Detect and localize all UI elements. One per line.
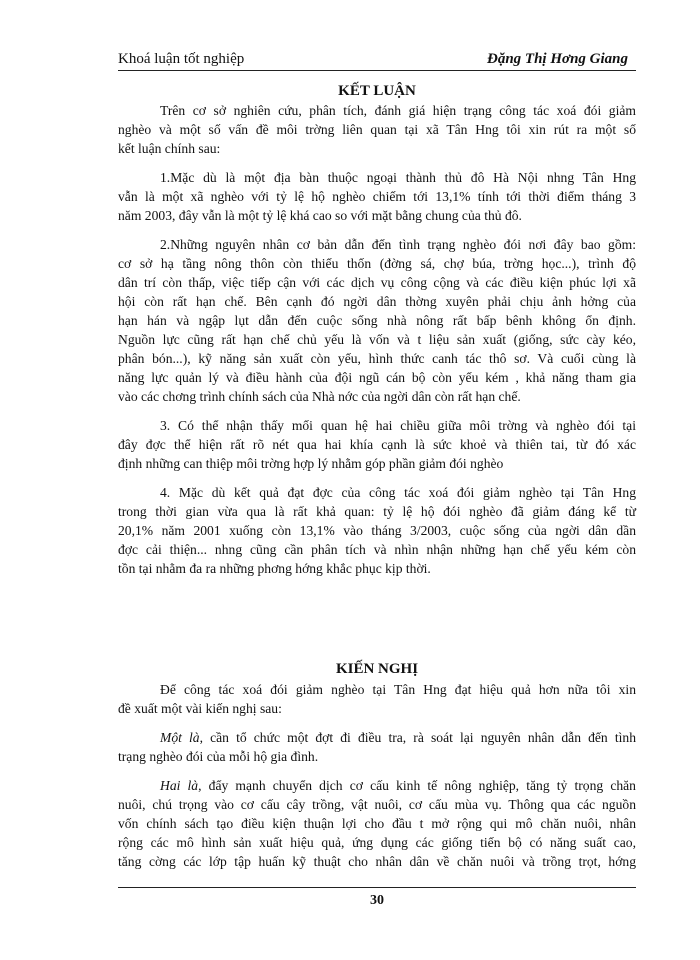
line-text: rộng các mô hình sản xuất hiệu quả, ứng dụng các giống tiến bộ có năng suất cao, [118, 835, 636, 850]
line-text: kết luận chính sau: [118, 141, 221, 156]
text-line [118, 206, 636, 225]
text-line [118, 273, 636, 292]
text-line [118, 833, 636, 852]
text-line [118, 101, 636, 120]
text-line [118, 559, 636, 578]
text-line [118, 699, 636, 718]
line-text: đây đợc thể hiện rất rõ nét qua hai khía cạnh là sức khoẻ và thiên tai, từ đó xác [118, 437, 636, 452]
line-text: trong thời gian vừa qua là rất khả quan: tỷ lệ hộ đói nghèo đã giảm đáng kể từ [118, 504, 636, 519]
text-line [118, 416, 636, 435]
line-text: vào các chơng trình chính sách của Nhà nớc của ngời dân còn rất hạn chế. [118, 389, 521, 404]
line-text: vốn chính sách tạo điều kiện thuận lợi cho đầu t mở rộng qui mô chăn nuôi, nhân [118, 816, 636, 831]
line-text: nuôi, chú trọng vào cơ cấu cây trồng, vật nuôi, cơ cấu mùa vụ. Thông qua các nguồn [118, 797, 636, 812]
text-line [118, 521, 636, 540]
text-line [118, 168, 636, 187]
text-line [118, 368, 636, 387]
text-line [118, 387, 636, 406]
text-line [118, 311, 636, 330]
section-title-conclusion: KẾT LUẬN [338, 83, 416, 99]
line-text: Nguồn lực cũng rất hạn chế chủ yếu là vốn và t liệu sản xuất (giống, sức cày kéo, [118, 332, 636, 347]
line-text: đề xuất một vài kiến nghị sau: [118, 701, 282, 716]
paragraph [118, 101, 636, 158]
header-thesis-label: Khoá luận tốt nghiệp [118, 51, 245, 67]
paragraph-lead: Hai là [160, 778, 199, 793]
text-line [118, 235, 636, 254]
line-text: 20,1% năm 2001 xuống còn 13,1% vào tháng 3/2003, cuộc sống của ngời dân dần [118, 523, 636, 538]
running-header [118, 48, 636, 71]
line-text: , đẩy mạnh chuyển dịch cơ cấu kinh tế nông nghiệp, tăng tỷ trọng chăn [198, 778, 636, 793]
line-text: tăng cờng các lớp tập huấn kỹ thuật cho nhân dân về chăn nuôi và trồng trọt, hớng [118, 854, 636, 869]
text-line [118, 120, 636, 139]
text-line [118, 454, 636, 473]
text-line [118, 254, 636, 273]
recommendations-body [118, 680, 636, 881]
paragraph-lead: Một là [160, 730, 200, 745]
line-text: năng lực quản lý và điều hành của đội ngũ cán bộ còn yếu kém , khả năng tham gia [118, 370, 636, 385]
line-text: vẫn là một xã nghèo với tỷ lệ hộ nghèo chiếm tới 13,1% tính tới thời điểm tháng 3 [118, 189, 636, 204]
paragraph [118, 168, 636, 225]
line-text: đợc cải thiện... nhng cũng cần phân tích và nhìn nhận những hạn chế yếu kém còn [118, 542, 636, 557]
text-line [118, 776, 636, 795]
paragraph [118, 728, 636, 766]
line-text: hạn hán và ngập lụt dẫn đến cuộc sống nhà nông rất bấp bênh không ổn định. [118, 313, 636, 328]
text-line [118, 852, 636, 871]
text-line [118, 349, 636, 368]
text-line [118, 483, 636, 502]
line-text: hội còn rất hạn chế. Bên cạnh đó ngời dân thờng xuyên phải chịu ảnh hởng của [118, 294, 636, 309]
line-text: 2.Những nguyên nhân cơ bản dẫn đến tình trạng nghèo đói nơi đây bao gồm: [160, 237, 636, 252]
section-title-recommendations: KIẾN NGHỊ [335, 661, 419, 677]
page-number: 30 [370, 893, 384, 908]
paragraph [118, 680, 636, 718]
text-line [118, 680, 636, 699]
text-line [118, 292, 636, 311]
line-text: 4. Mặc dù kết quả đạt đợc của công tác xoá đói giảm nghèo tại Tân Hng [160, 485, 636, 500]
line-text: Để công tác xoá đói giảm nghèo tại Tân Hng đạt hiệu quả hơn nữa tôi xin [160, 682, 636, 697]
line-text: năm 2003, đây vẫn là một tỷ lệ khá cao so với mặt bằng chung của thủ đô. [118, 208, 522, 223]
header-author-name: Đặng Thị Hơng Giang [487, 51, 628, 67]
text-line [118, 330, 636, 349]
line-text: tồn tại nhằm đa ra những phơng hớng khắc phục kịp thời. [118, 561, 431, 576]
text-line [118, 814, 636, 833]
line-text: phân bón...), kỹ năng sản xuất còn yếu, hình thức canh tác thô sơ. Và cuối cùng là [118, 351, 636, 366]
paragraph [118, 483, 636, 578]
line-text: nghèo và một số vấn đề môi trờng liên quan tại xã Tân Hng tôi xin rút ra một số [118, 122, 636, 137]
line-text: , cần tổ chức một đợt đi điều tra, rà soát lại nguyên nhân dẫn đến tình [199, 730, 636, 745]
text-line [118, 795, 636, 814]
paragraph [118, 416, 636, 473]
line-text: định những can thiệp môi trờng hợp lý nhằm góp phần giảm đói nghèo [118, 456, 504, 471]
text-line [118, 728, 636, 747]
text-line [118, 502, 636, 521]
line-text: cơ sở hạ tầng nông thôn còn thiếu thốn (đờng sá, chợ búa, trờng học...), trình độ [118, 256, 636, 271]
line-text: Trên cơ sở nghiên cứu, phân tích, đánh giá hiện trạng công tác xoá đói giảm [160, 103, 636, 118]
line-text: 1.Mặc dù là một địa bàn thuộc ngoại thành thủ đô Hà Nội nhng Tân Hng [160, 170, 636, 185]
text-line [118, 187, 636, 206]
text-line [118, 139, 636, 158]
paragraph [118, 776, 636, 871]
line-text: 3. Có thể nhận thấy mối quan hệ hai chiều giữa môi trờng và nghèo đói tại [160, 418, 636, 433]
line-text: trạng nghèo đói của mỗi hộ gia đình. [118, 749, 319, 764]
text-line [118, 435, 636, 454]
paragraph [118, 235, 636, 406]
line-text: dân trí còn thấp, việc tiếp cận với các dịch vụ công cộng và các điều kiện phúc lợi xã [118, 275, 636, 290]
footer-divider [118, 887, 636, 888]
conclusion-body [118, 101, 636, 588]
text-line [118, 540, 636, 559]
text-line [118, 747, 636, 766]
